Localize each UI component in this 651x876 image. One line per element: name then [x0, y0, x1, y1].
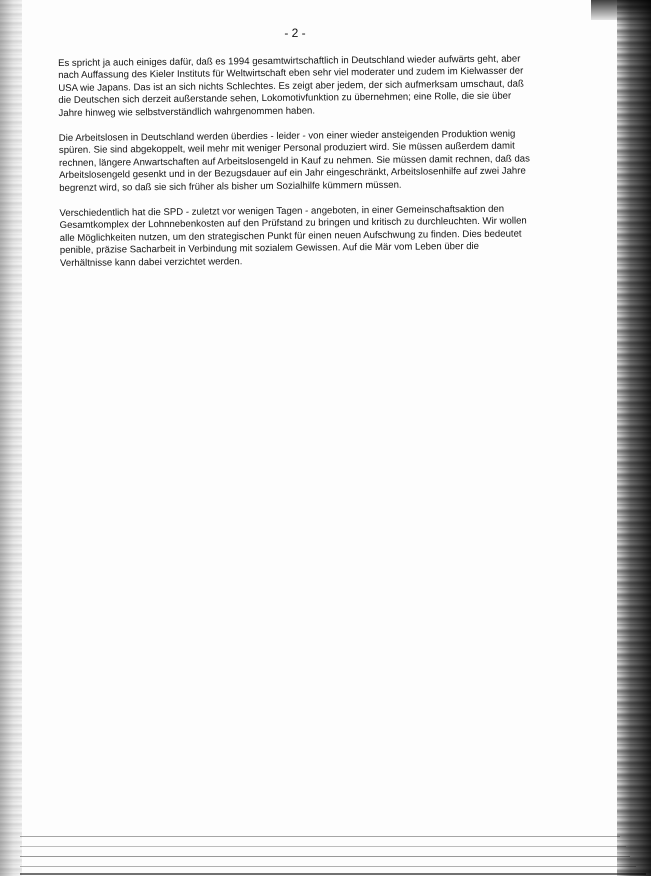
scan-edge-left [0, 0, 22, 876]
sheet-edge-line [20, 846, 626, 847]
body-text [58, 53, 532, 283]
sheet-edge-line [20, 836, 620, 837]
page-number: - 2 - [284, 26, 306, 40]
scan-edge-right [617, 0, 651, 876]
paragraph-3: Verschiedentlich hat die SPD - zuletzt vor wenigen Tagen - angeboten, in einer Gemeinschaftsaktion den Gesamtkomplex der Lohnnebenkosten auf den Prüfstand zu bringen und kritisch zu durchleuchten. Wir wollen alle Möglichkeiten nutzen, um den strategischen Punkt für einen neuen Aufschwung zu finden. Dies bedeutet penible, präzise Sacharbeit in Verbindung mit sozialem Gewissen. Auf die Mär vom Leben über die Verhältnisse kann dabei verzichtet werden. [59, 203, 527, 269]
sheet-edge-line [20, 866, 636, 867]
sheet-edge-line [20, 856, 630, 857]
scan-corner [591, 0, 651, 20]
sheet-edge-line [20, 873, 646, 875]
paragraph-2: Die Arbeitslosen in Deutschland werden überdies - leider - von einer wieder ansteigenden Produktion wenig spüren. Sie sind abgekoppelt, weil mehr mit weniger Personal produziert wird. Sie müssen außerdem damit rechnen, längere Anwartschaften auf Arbeitslosengeld in Kauf zu nehmen. Sie müssen damit rechnen, daß das Arbeitslosengeld gesenkt und in der Bezugsdauer auf ein Jahr eingeschränkt, Arbeitslosenhilfe auf zwei Jahre begrenzt wird, so daß sie sich früher als bisher um Sozialhilfe kümmern müssen. [58, 128, 530, 194]
paragraph-1: Es spricht ja auch einiges dafür, daß es 1994 gesamtwirtschaftlich in Deutschland wieder aufwärts geht, aber nach Auffassung des Kieler Instituts für Weltwirtschaft eben sehr viel moderater und zudem im Kielwasser der USA wie Japans. Das ist an sich nichts Schlechtes. Es zeigt aber jedem, der sich aufmerksam umschaut, daß die Deutschen sich derzeit außerstande sehen, Lokomotivfunktion zu übernehmen; eine Rolle, die sie über Jahre hinweg wie selbstverständlich wahrgenommen haben. [58, 53, 524, 119]
